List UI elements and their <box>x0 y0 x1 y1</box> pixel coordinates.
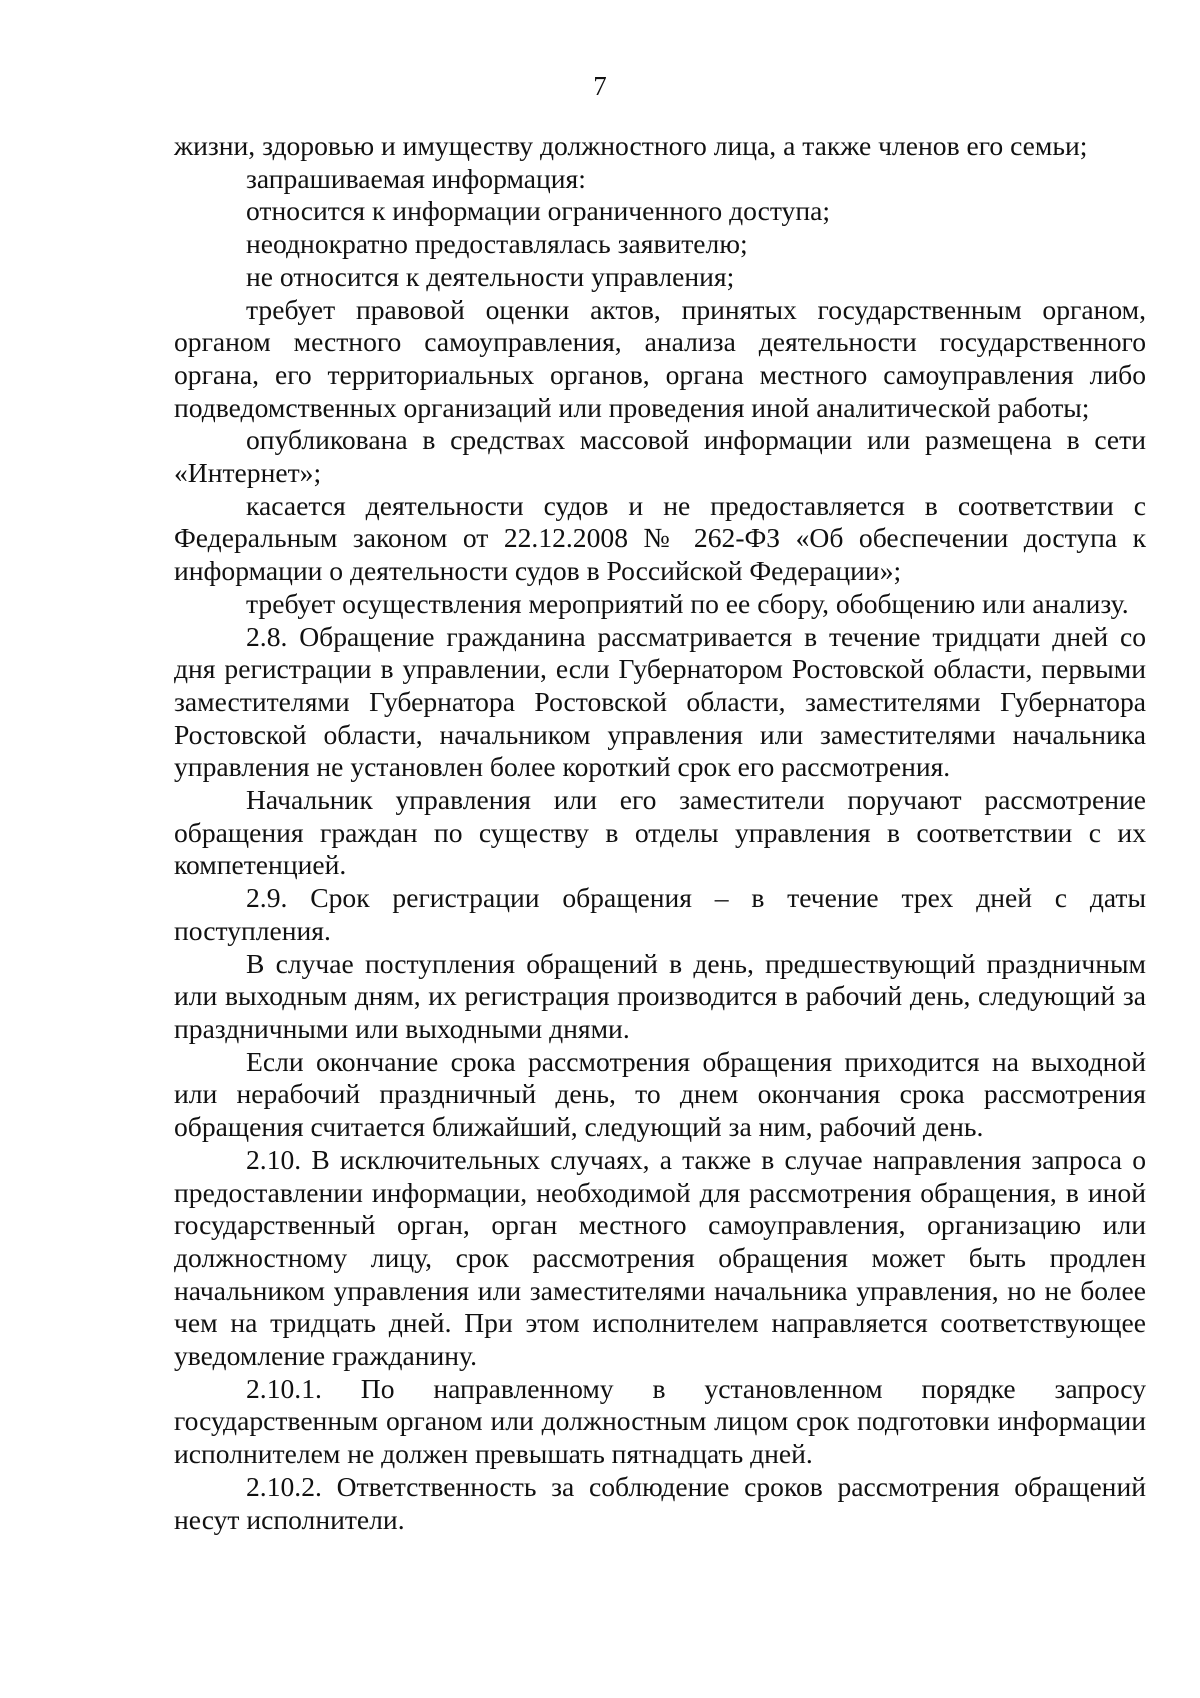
page-number: 7 <box>593 71 607 101</box>
paragraph: запрашиваемая информация: <box>246 162 586 194</box>
section-2-8: 2.8. Обращение гражданина рассматривается в течение тридцати дней со дня регистрации в управлении, если Губернатором Ростовской области, первыми заместителями Губернатора Ростовской области, заместителями Губернатора Ростовской области, начальником управления или заместителями начальника управления не установлен более короткий срок его рассмотрения. <box>174 620 1146 783</box>
section-2-10: 2.10. В исключительных случаях, а также в случае направления запроса о предоставлении информации, необходимой для рассмотрения обращения, в иной государственный орган, орган местного самоуправления, организацию или должностному лицу, срок рассмотрения обращения может быть продлен начальником управления или заместителями начальника управления, но не более чем на тридцать дней. При этом исполнителем направляется соответствующее уведомление гражданину. <box>174 1143 1146 1372</box>
paragraph: не относится к деятельности управления; <box>246 260 735 292</box>
paragraph: требует правовой оценки актов, принятых государственным органом, органом местного самоуправления, анализа деятельности государственного органа, его территориальных органов, органа местного самоуправления либо подведомственных организаций или проведения иной аналитической работы; <box>174 293 1146 423</box>
section-2-10-2: 2.10.2. Ответственность за соблюдение сроков рассмотрения обращений несут исполнители. <box>174 1470 1146 1535</box>
paragraph: В случае поступления обращений в день, предшествующий праздничным или выходным дням, их регистрация производится в рабочий день, следующий за праздничными или выходными днями. <box>174 947 1146 1044</box>
section-2-10-1: 2.10.1. По направленному в установленном порядке запросу государственным органом или должностным лицом срок подготовки информации исполнителем не должен превышать пятнадцать дней. <box>174 1372 1146 1470</box>
paragraph: требует осуществления мероприятий по ее сбору, обобщению или анализу. <box>246 587 1129 619</box>
paragraph: Если окончание срока рассмотрения обращения приходится на выходной или нерабочий праздничный день, то днем окончания срока рассмотрения обращения считается ближайший, следующий за ним, рабочий день. <box>174 1045 1146 1143</box>
section-2-9: 2.9. Срок регистрации обращения – в течение трех дней с даты поступления. <box>174 882 1146 946</box>
paragraph: опубликована в средствах массовой информации или размещена в сети «Интернет»; <box>174 424 1146 489</box>
paragraph: неоднократно предоставлялась заявителю; <box>246 228 748 260</box>
paragraph: относится к информации ограниченного доступа; <box>246 195 831 227</box>
paragraph: Начальник управления или его заместители поручают рассмотрение обращения граждан по существу в отделы управления в соответствии с их компетенцией. <box>174 784 1146 881</box>
paragraph: касается деятельности судов и не предоставляется в соответствии с Федеральным законом от 22.12.2008 № 262-ФЗ «Об обеспечении доступа к информации о деятельности судов в Российской Федерации»; <box>174 489 1146 587</box>
document-body <box>174 130 1146 1536</box>
paragraph: жизни, здоровью и имуществу должностного лица, а также членов его семьи; <box>174 130 1088 161</box>
